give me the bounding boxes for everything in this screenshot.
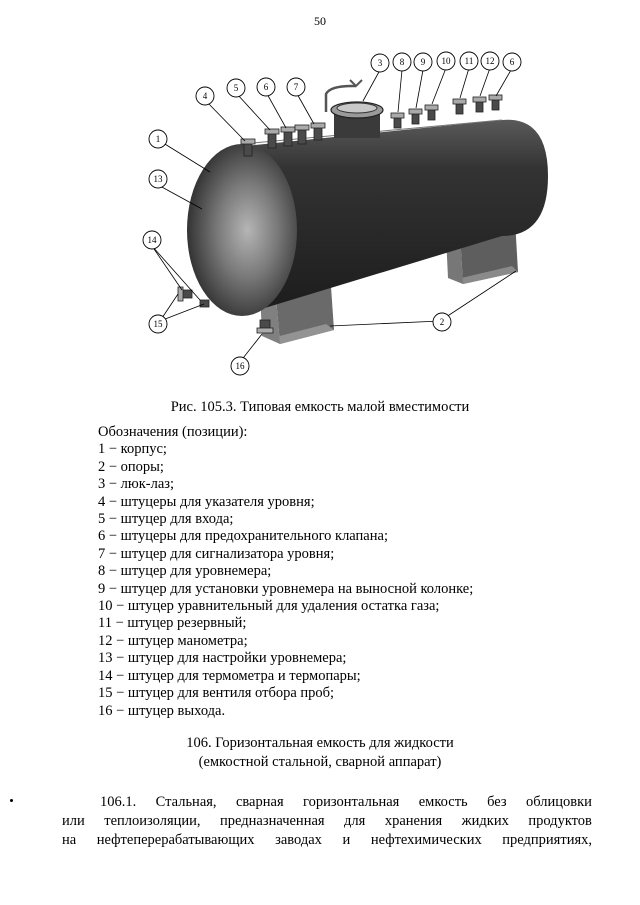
word: и	[342, 832, 351, 848]
callout-8	[393, 53, 411, 71]
tank-body	[187, 120, 548, 316]
callout-12	[481, 52, 499, 70]
word: горизонтальная	[303, 794, 400, 810]
stray-mark	[10, 799, 13, 802]
legend-item: 8 − штуцер для уровнемера;	[98, 563, 272, 580]
legend-item: 10 − штуцер уравнительный для удаления остатка газа;	[98, 598, 440, 615]
svg-text:4: 4	[202, 91, 208, 101]
word: нефтеперерабатывающих	[96, 832, 255, 848]
callout-3	[371, 54, 389, 72]
callout-6	[257, 78, 275, 96]
word: продуктов	[528, 813, 592, 829]
callout-1	[149, 130, 167, 148]
word: Стальная,	[155, 794, 217, 810]
legend	[98, 424, 598, 720]
word: сварная	[235, 794, 284, 810]
legend-item: 11 − штуцер резервный;	[98, 615, 247, 632]
legend-item: 4 − штуцеры для указателя уровня;	[98, 493, 315, 510]
manhole	[326, 80, 383, 138]
legend-item: 14 − штуцер для термометра и термопары;	[98, 667, 361, 684]
legend-item: 2 − опоры;	[98, 458, 164, 475]
word: заводах	[275, 832, 322, 848]
tank-figure	[130, 46, 560, 382]
word: предприятиях,	[502, 832, 592, 848]
callout-14	[143, 231, 161, 249]
figure-caption: Рис. 105.3. Типовая емкость малой вместимости	[170, 399, 470, 415]
callout-13	[149, 170, 167, 188]
callout-7	[287, 78, 305, 96]
legend-item: 5 − штуцер для входа;	[98, 511, 234, 528]
word: теплоизоляции,	[104, 813, 201, 829]
legend-item: 12 − штуцер манометра;	[98, 632, 248, 649]
callout-15	[149, 315, 167, 333]
svg-text:6: 6	[509, 57, 515, 67]
legend-item: 16 − штуцер выхода.	[98, 702, 226, 719]
word: нефтехимических	[370, 832, 482, 848]
page-number: 50	[314, 14, 326, 28]
callout-4	[196, 87, 214, 105]
word: облицовки	[526, 794, 592, 810]
legend-item: 13 − штуцер для настройки уровнемера;	[98, 650, 347, 667]
legend-item: 3 − люк-лаз;	[98, 476, 175, 493]
svg-text:14: 14	[147, 235, 157, 245]
svg-text:12: 12	[485, 56, 495, 66]
svg-text:15: 15	[153, 319, 163, 329]
svg-text:5: 5	[233, 83, 239, 93]
svg-text:9: 9	[420, 57, 426, 67]
word: 106.1.	[100, 794, 137, 810]
word: на	[62, 832, 77, 848]
word: предназначенная	[220, 813, 325, 829]
svg-text:6: 6	[263, 82, 269, 92]
legend-item: 6 − штуцеры для предохранительного клапана;	[98, 528, 388, 545]
svg-text:13: 13	[153, 174, 163, 184]
legend-item: 1 − корпус;	[98, 441, 167, 458]
svg-text:7: 7	[293, 82, 299, 92]
svg-text:11: 11	[464, 56, 474, 66]
svg-text:2: 2	[439, 317, 445, 327]
section-heading-line1: 106. Горизонтальная емкость для жидкости	[186, 735, 454, 751]
tank-drawing	[130, 46, 560, 382]
callout-5	[227, 79, 245, 97]
svg-text:10: 10	[441, 56, 451, 66]
callout-11	[460, 52, 478, 70]
callout-9	[414, 53, 432, 71]
legend-item: 9 − штуцер для установки уровнемера на выносной колонке;	[98, 580, 474, 597]
word: жидких	[461, 813, 509, 829]
callout-10	[437, 52, 455, 70]
word: емкость	[418, 794, 468, 810]
svg-text:3: 3	[377, 58, 383, 68]
callout-6b	[503, 53, 521, 71]
body-paragraph	[62, 793, 592, 850]
section-heading-line2: (емкостной стальной, сварной аппарат)	[198, 754, 442, 770]
legend-title: Обозначения (позиции):	[98, 424, 248, 440]
word: хранения	[384, 813, 443, 829]
svg-text:1: 1	[155, 134, 161, 144]
section-heading	[0, 734, 640, 772]
paragraph-line-2	[62, 812, 592, 831]
word: без	[487, 794, 507, 810]
svg-text:8: 8	[399, 57, 405, 67]
svg-text:16: 16	[235, 361, 245, 371]
paragraph-line-1	[62, 793, 592, 812]
legend-item: 15 − штуцер для вентиля отбора проб;	[98, 685, 335, 702]
callout-16	[231, 357, 249, 375]
word: для	[344, 813, 366, 829]
paragraph-line-3	[62, 831, 592, 850]
callout-2	[433, 313, 451, 331]
word: или	[62, 813, 85, 829]
legend-item: 7 − штуцер для сигнализатора уровня;	[98, 545, 335, 562]
